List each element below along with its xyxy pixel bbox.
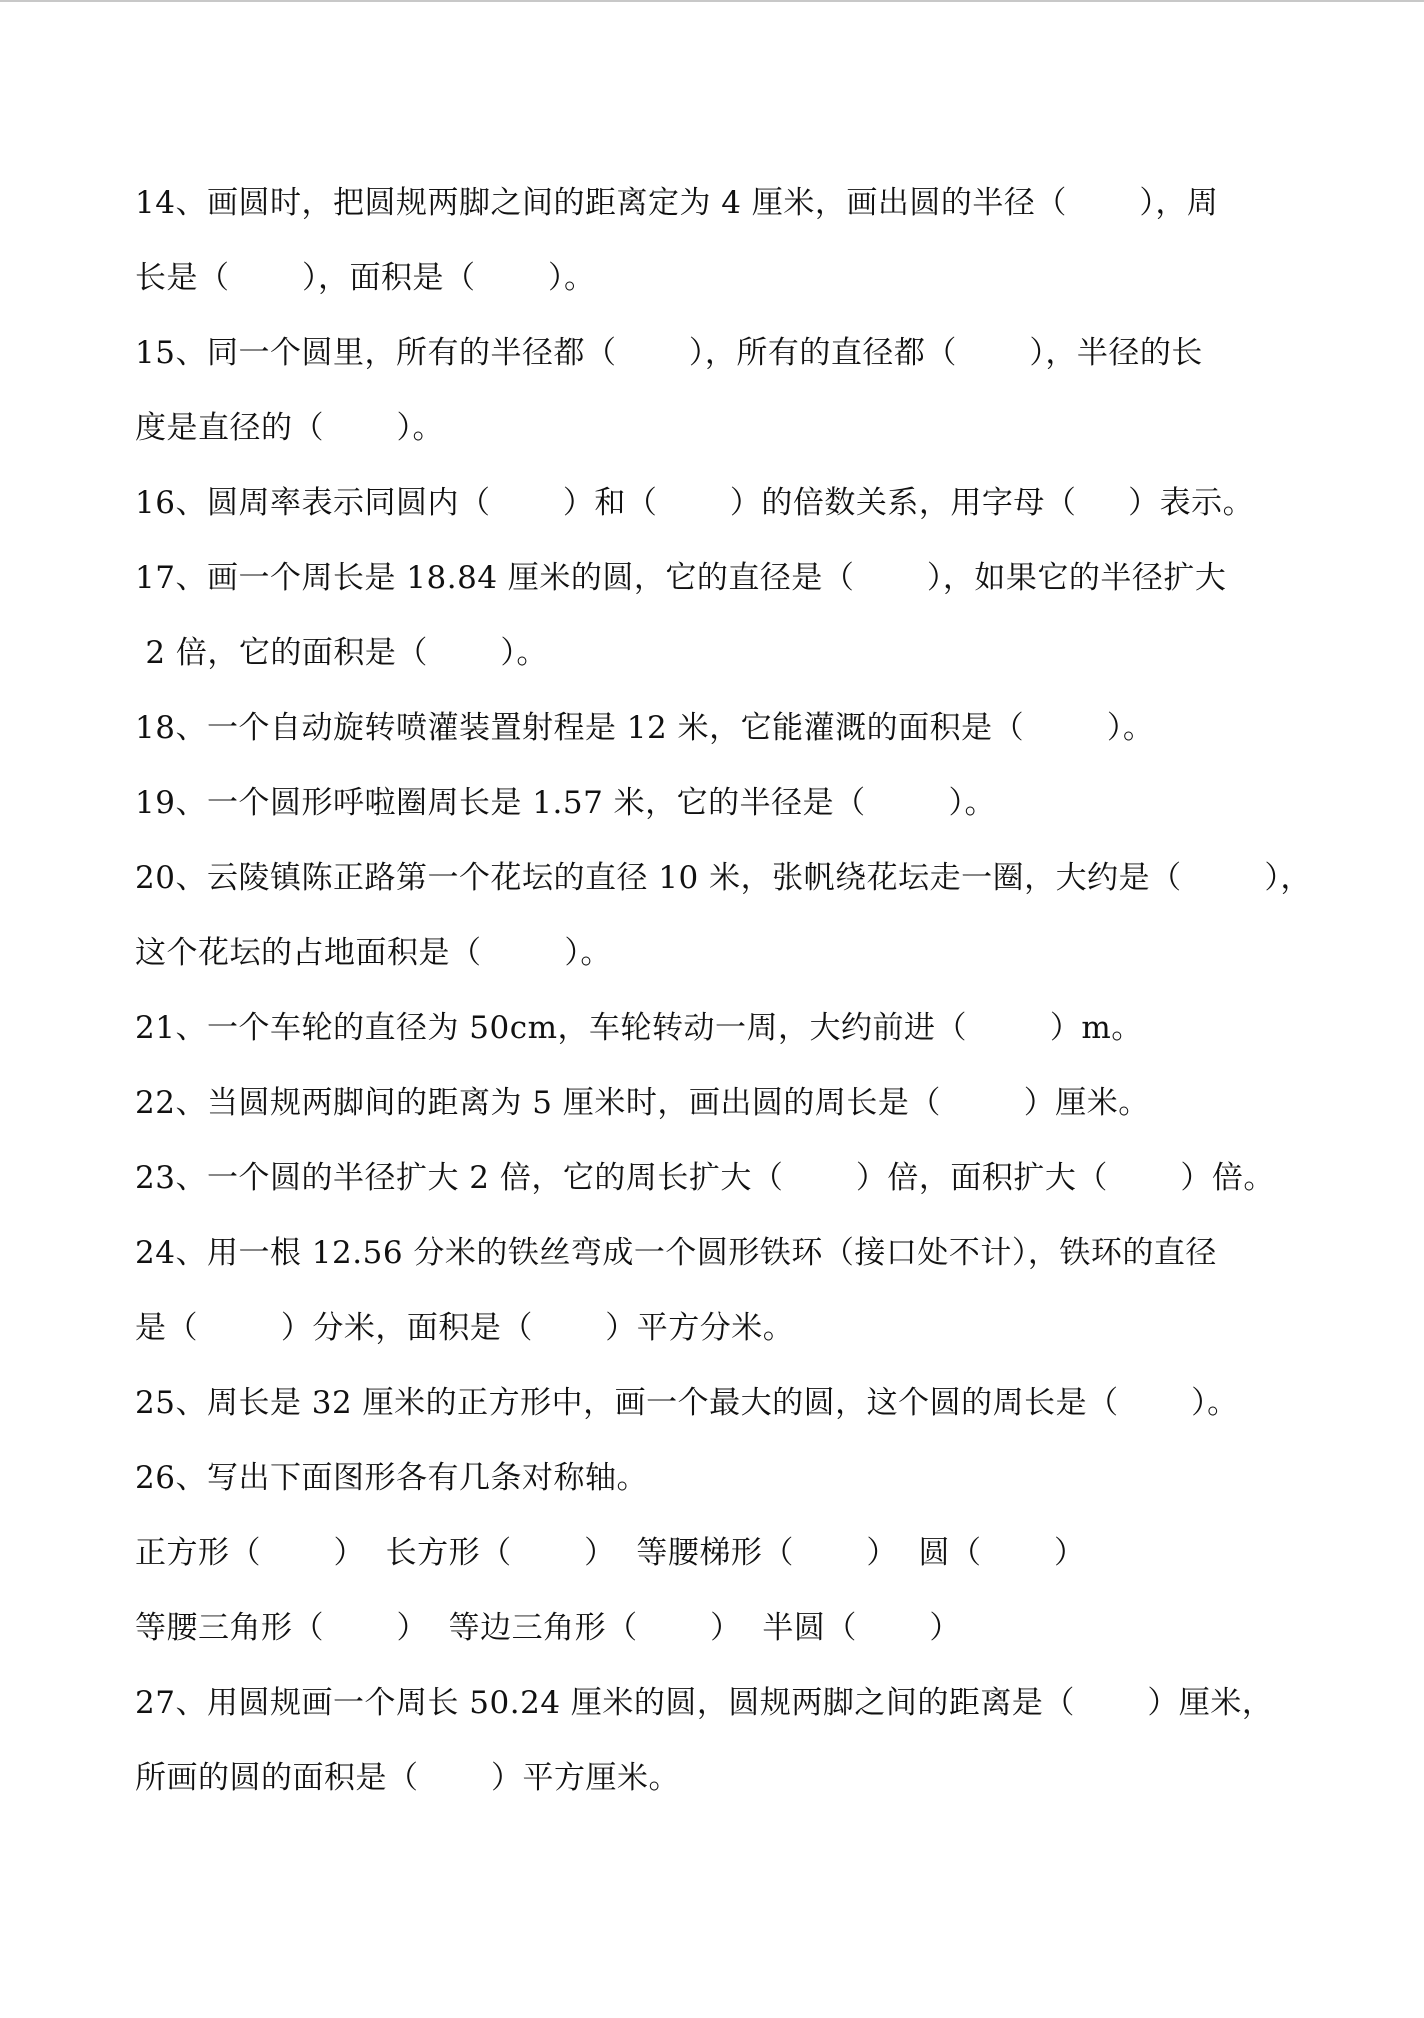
question-17-line-2: 2 倍，它的面积是（ ）。 bbox=[135, 635, 548, 671]
question-24-line-1: 24、用一根 12.56 分米的铁丝弯成一个圆形铁环（接口处不计），铁环的直径 bbox=[135, 1235, 1217, 1271]
question-26-shapes-row-2: 等腰三角形（ ） 等边三角形（ ） 半圆（ ） bbox=[135, 1610, 961, 1646]
question-22: 22、当圆规两脚间的距离为 5 厘米时，画出圆的周长是（ ）厘米。 bbox=[135, 1085, 1150, 1121]
question-21: 21、一个车轮的直径为 50cm，车轮转动一周，大约前进（ ）m。 bbox=[135, 1010, 1143, 1046]
question-15-line-2: 度是直径的（ ）。 bbox=[135, 410, 444, 446]
question-23: 23、一个圆的半径扩大 2 倍，它的周长扩大（ ）倍，面积扩大（ ）倍。 bbox=[135, 1160, 1275, 1196]
question-16: 16、圆周率表示同圆内（ ）和（ ）的倍数关系，用字母（ ）表示。 bbox=[135, 485, 1255, 521]
question-20-line-1: 20、云陵镇陈正路第一个花坛的直径 10 米，张帆绕花坛走一圈，大约是（ ）， bbox=[135, 860, 1312, 896]
question-24-line-2: 是（ ）分米，面积是（ ）平方分米。 bbox=[135, 1310, 795, 1346]
question-26: 26、写出下面图形各有几条对称轴。 bbox=[135, 1460, 648, 1496]
question-25: 25、周长是 32 厘米的正方形中，画一个最大的圆，这个圆的周长是（ ）。 bbox=[135, 1385, 1239, 1421]
question-18: 18、一个自动旋转喷灌装置射程是 12 米，它能灌溉的面积是（ ）。 bbox=[135, 710, 1155, 746]
question-27-line-1: 27、用圆规画一个周长 50.24 厘米的圆，圆规两脚之间的距离是（ ）厘米， bbox=[135, 1685, 1274, 1721]
question-14-line-2: 长是（ ），面积是（ ）。 bbox=[135, 260, 596, 296]
question-15-line-1: 15、同一个圆里，所有的半径都（ ），所有的直径都（ ），半径的长 bbox=[135, 335, 1203, 371]
page-top-border bbox=[0, 0, 1424, 2]
question-14-line-1: 14、画圆时，把圆规两脚之间的距离定为 4 厘米，画出圆的半径（ ），周 bbox=[135, 185, 1219, 221]
question-19: 19、一个圆形呼啦圈周长是 1.57 米，它的半径是（ ）。 bbox=[135, 785, 997, 821]
question-26-shapes-row-1: 正方形（ ） 长方形（ ） 等腰梯形（ ） 圆（ ） bbox=[135, 1535, 1086, 1571]
question-27-line-2: 所画的圆的面积是（ ）平方厘米。 bbox=[135, 1760, 680, 1796]
question-20-line-2: 这个花坛的占地面积是（ ）。 bbox=[135, 935, 612, 971]
question-17-line-1: 17、画一个周长是 18.84 厘米的圆，它的直径是（ ），如果它的半径扩大 bbox=[135, 560, 1227, 596]
